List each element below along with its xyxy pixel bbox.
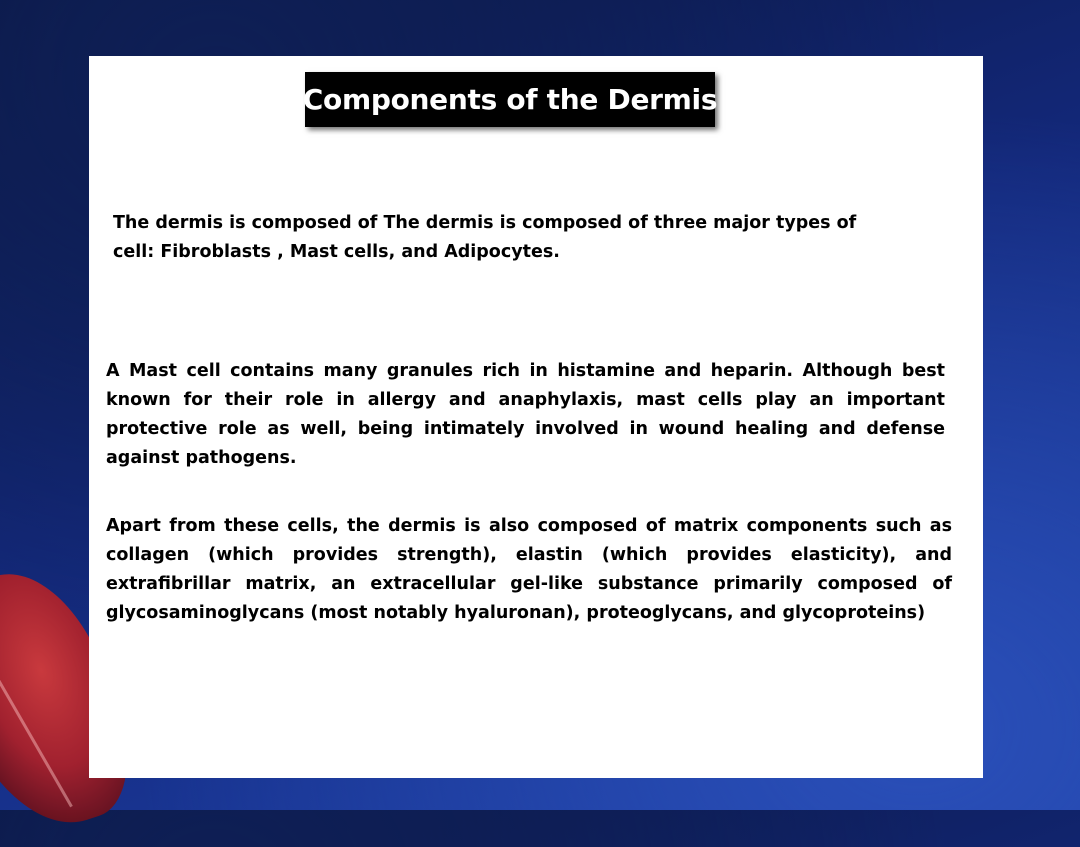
slide-title: Components of the Dermis bbox=[302, 83, 718, 116]
paragraph-cell-types: The dermis is composed of The dermis is composed of three major types of cell: Fibroblasts , Mast cells, and Adipocytes. bbox=[113, 213, 857, 262]
paragraph-matrix-components: Apart from these cells, the dermis is also composed of matrix components such as collagen (which provides strength), elastin (which provides elasticity), and extrafibrillar matrix, an extracellular gel-like substance primarily composed of glycosaminoglycans (most notably hyaluronan), proteoglycans, and glycoproteins) bbox=[106, 516, 952, 623]
title-box bbox=[302, 72, 718, 127]
paragraph-mast-cell: A Mast cell contains many granules rich in histamine and heparin. Although best known for their role in allergy and anaphylaxis, mast cells play an important protective role as well, being intimately involved in wound healing and defense against pathogens. bbox=[106, 361, 945, 468]
slide-content-panel bbox=[89, 56, 983, 778]
